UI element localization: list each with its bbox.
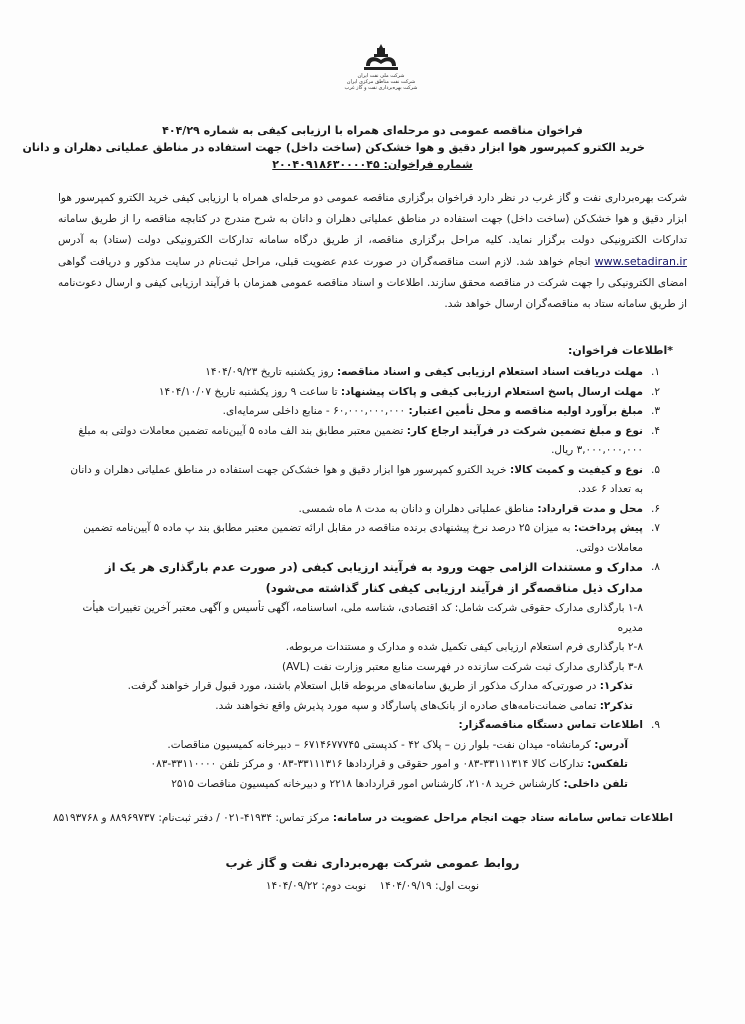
- contact-text: تدارکات کالا ۳۳۱۱۱۳۱۴-۰۸۳ و امور حقوقی و قراردادها ۳۳۱۱۱۳۱۶-۰۸۳ و مرکز تلفن ۳۳۱۱۰۰۰۰-۰۸۳: [150, 758, 584, 770]
- item-text: تا ساعت ۹ روز یکشنبه تاریخ ۱۴۰۴/۱۰/۰۷: [158, 385, 338, 398]
- call-info-list: [70, 363, 673, 794]
- contact-label: تلفن داخلی:: [563, 777, 628, 790]
- document-title: [22, 122, 645, 173]
- logo-line: شرکت نفت مناطق مرکزی ایران: [346, 79, 416, 85]
- contact-fax: [70, 755, 673, 775]
- item-label: مدارک و مستندات الزامی جهت ورود به فرآیند ارزیابی کیفی (در صورت عدم بارگذاری هر یک از مدارک ذیل مناقصه‌گر از فرآیند ارزیابی کیفی کنار گذاشته می‌شود): [105, 560, 643, 595]
- title-line-1: فراخوان مناقصه عمومی دو مرحله‌ای همراه با ارزیابی کیفی به شماره ۴۰۴/۲۹: [162, 124, 583, 137]
- company-logo: [336, 42, 426, 104]
- contact-text: کارشناس خرید ۲۱۰۸، کارشناس امور قراردادها ۲۲۱۸ و دبیرخانه کمیسیون مناقصات ۲۵۱۵: [171, 777, 561, 790]
- item-number: ۶.: [651, 502, 660, 515]
- publication-dates: [0, 880, 745, 892]
- intro-text: شرکت بهره‌برداری نفت و گاز غرب در نظر دارد فراخوان برگزاری مناقصه عمومی دو مرحله‌ای همراه با ارزیابی کیفی خرید الکترو کمپرسور هوا ابزار دقیق و هوا خشک‌کن (ساخت داخل) جهت استفاده در مناطق عملیاتی دهلران و دانان به شرح مندرج در کتابچه مناقصه را از طریق سامانه تدارکات الکترونیکی دولت برگزار نماید. کلیه مراحل برگزاری مناقصه، از طریق درگاه سامانه تدارکات الکترونیکی دولت (ستاد) به آدرس: [58, 192, 687, 246]
- item-number: ۵.: [651, 463, 660, 476]
- logo-line: شرکت بهره‌برداری نفت و گاز غرب: [344, 85, 418, 91]
- note: [70, 677, 673, 697]
- contact-label: تلفکس:: [587, 758, 628, 770]
- sub-item: ۲-۸ بارگذاری فرم استعلام ارزیابی کیفی تکمیل شده و مدارک و مستندات مربوطه.: [285, 641, 643, 653]
- item-text: مناطق عملیاتی دهلران و دانان به مدت ۸ ماه شمسی.: [298, 502, 534, 515]
- setad-contact: [50, 812, 673, 824]
- first-round-label: نوبت اول:: [435, 880, 480, 892]
- item-label: مهلت دریافت اسناد استعلام ارزیابی کیفی و اسناد مناقصه:: [336, 366, 643, 378]
- item-number: ۹.: [651, 719, 660, 731]
- item-label: نوع و مبلغ تضمین شرکت در فرآیند ارجاع کار:: [406, 424, 643, 437]
- call-number: ۲۰۰۴۰۹۱۸۶۳۰۰۰۰۴۵: [272, 158, 380, 171]
- signature: روابط عمومی شرکت بهره‌برداری نفت و گاز غرب: [225, 856, 520, 870]
- sub-item: ۱-۸ بارگذاری مدارک حقوقی شرکت شامل: کد اقتصادی، شناسه ملی، اساسنامه، آگهی تأسیس و آگهی معتبر آخرین تغییرات هیأت مدیره: [82, 602, 643, 634]
- logo-line: شرکت ملی نفت ایران: [357, 73, 405, 79]
- contact-label: آدرس:: [594, 738, 628, 751]
- item-label: اطلاعات تماس دستگاه مناقصه‌گزار:: [458, 719, 643, 731]
- item-text: خرید الکترو کمپرسور هوا ابزار دقیق و هوا خشک‌کن جهت استفاده در مناطق عملیاتی دهلران و دانان به تعداد ۶ عدد.: [70, 463, 643, 495]
- item-text: روز یکشنبه تاریخ ۱۴۰۴/۰۹/۲۳: [205, 366, 334, 378]
- list-item: [70, 402, 673, 422]
- contact-extension: [70, 775, 673, 795]
- item-label: پیش پرداخت:: [573, 522, 643, 534]
- item-number: ۲.: [651, 385, 660, 398]
- list-item: [70, 461, 673, 500]
- item-number: ۷.: [651, 522, 660, 534]
- item-text: ۶۰,۰۰۰,۰۰۰,۰۰۰ - منابع داخلی سرمایه‌ای.: [222, 405, 406, 417]
- item-number: ۸.: [651, 561, 660, 573]
- note-label: تذکر۲:: [599, 699, 633, 712]
- note-text: در صورتی‌که مدارک مذکور از طریق سامانه‌های مربوطه قابل استعلام باشند، مورد قبول قرار خواهند گرفت.: [127, 680, 597, 692]
- note-label: تذکر۱:: [599, 680, 633, 692]
- item-label: مهلت ارسال پاسخ استعلام ارزیابی کیفی و پاکات پیشنهاد:: [340, 385, 643, 398]
- list-item: [70, 500, 673, 520]
- list-item: [70, 716, 673, 736]
- item-text: به میزان ۲۵ درصد نرخ پیشنهادی برنده مناقصه در مقابل ارائه تضمین معتبر مطابق بند پ ماده ۵ آیین‌نامه تضمین معاملات دولتی.: [83, 522, 643, 554]
- call-number-line: [100, 156, 645, 173]
- second-round-label: نوبت دوم:: [321, 880, 367, 892]
- item-label: نوع و کیفیت و کمیت کالا:: [510, 463, 643, 476]
- list-item: [70, 383, 673, 403]
- section-heading: *اطلاعات فراخوان:: [568, 344, 673, 357]
- setad-label: اطلاعات تماس سامانه ستاد جهت انجام مراحل عضویت در سامانه:: [332, 812, 673, 824]
- item-number: ۱.: [651, 366, 660, 378]
- item-text: تضمین معتبر مطابق بند الف ماده ۵ آیین‌نامه تضمین معاملات دولتی به مبلغ ۳,۰۰۰,۰۰۰,۰۰۰ ریال.: [78, 424, 643, 456]
- list-item: [70, 519, 673, 558]
- item-number: ۳.: [651, 405, 660, 417]
- setad-text: مرکز تماس: ۴۱۹۳۴-۰۲۱ / دفتر ثبت‌نام: ۸۸۹۶۹۷۳۷ و ۸۵۱۹۳۷۶۸: [53, 812, 330, 824]
- list-item: [70, 558, 673, 599]
- oil-company-emblem-icon: [360, 42, 402, 72]
- setad-link[interactable]: www.setadiran.ir: [594, 255, 687, 268]
- list-item: [70, 422, 673, 461]
- sub-item: ۳-۸ بارگذاری مدارک ثبت شرکت سازنده در فهرست منابع معتبر وزارت نفت (AVL): [281, 660, 643, 673]
- call-number-label: شماره فراخوان:: [383, 158, 473, 171]
- item-number: ۴.: [651, 424, 660, 437]
- item-label: محل و مدت قرارداد:: [537, 502, 643, 515]
- contact-text: کرمانشاه- میدان نفت- بلوار زن – پلاک ۴۲ - کدپستی ۶۷۱۴۶۷۷۷۴۵ – دبیرخانه کمیسیون مناقصات.: [167, 738, 591, 751]
- list-item: [70, 363, 673, 383]
- first-round-date: ۱۴۰۴/۰۹/۱۹: [379, 880, 432, 892]
- contact-address: [70, 736, 673, 756]
- second-round-date: ۱۴۰۴/۰۹/۲۲: [265, 880, 319, 892]
- item-label: مبلغ برآورد اولیه مناقصه و محل تأمین اعتبار:: [408, 405, 643, 417]
- note-text: تمامی ضمانت‌نامه‌های صادره از بانک‌های پاسارگاد و سپه مورد پذیرش واقع نخواهند شد.: [215, 699, 597, 712]
- intro-paragraph: [58, 188, 687, 315]
- intro-text-continued: انجام خواهد شد. لازم است مناقصه‌گران در صورت عدم عضویت قبلی، مراحل ثبت‌نام در سایت مذکور و دریافت گواهی امضای الکترونیکی را جهت شرکت در مناقصه محقق سازند. اطلاعات و اسناد مناقصه عمومی همزمان با فرآیند ارزیابی کیفی و ارسال دعوت‌نامه از طریق سامانه ستاد به مناقصه‌گران ارسال خواهد شد.: [58, 256, 687, 310]
- note: [70, 697, 673, 717]
- title-line-2: خرید الکترو کمپرسور هوا ابزار دقیق و هوا خشک‌کن (ساخت داخل) جهت استفاده در مناطق عملیاتی دهلران و دانان: [22, 141, 645, 154]
